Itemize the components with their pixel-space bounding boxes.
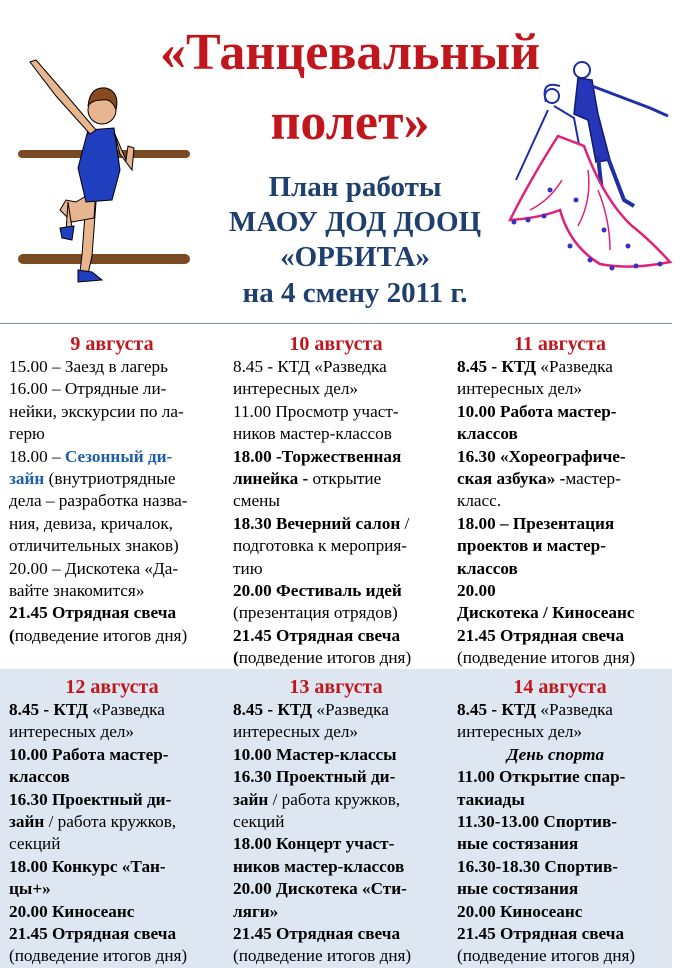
subtitle-line1: План работы [268,171,442,203]
schedule-line [9,490,224,512]
schedule-line [9,558,224,580]
schedule-text: подготовка к мероприя- [233,536,407,556]
schedule-line [9,901,224,923]
schedule-line [9,513,224,535]
schedule-text: «Разведка [312,700,389,719]
schedule-line [233,856,448,878]
day-cell [448,669,672,968]
schedule-text: дела – разработка назва- [9,491,188,511]
schedule-line [233,766,448,788]
schedule-text: 20.00 Фестиваль идей [233,581,402,601]
schedule-line [457,446,672,468]
schedule-line [457,602,672,624]
schedule-text: 11.00 Открытие спар- [457,767,626,787]
schedule-text: секций [9,834,61,854]
schedule-line [9,878,224,900]
schedule-text: интересных дел» [457,379,582,399]
schedule-line [457,789,672,811]
day-cell [224,669,448,968]
schedule-line [9,446,224,468]
schedule-text: 16.30 «Хореографиче- [457,446,626,466]
schedule-text: 16.00 – Отрядные ли- [9,379,167,399]
schedule-line [9,580,224,602]
schedule-text: Дискотека / Киносеанс [457,603,635,623]
schedule-line [233,878,448,900]
schedule-text: 20.00 – Дискотека «Да- [9,558,179,578]
schedule-text: / работа кружков, [44,812,177,832]
schedule-line [457,625,672,647]
schedule-text: 8.45 - КТД «Разведка [233,357,387,376]
schedule-text: зайн [233,789,269,809]
day-cell [448,324,672,669]
schedule-line [9,856,224,878]
schedule-text: открытие [308,469,382,489]
schedule-text: 10.00 Мастер-классы [233,744,397,764]
schedule-text: / работа кружков, [268,789,401,809]
schedule-line [233,699,448,721]
schedule-text: 11.30-13.00 Спортив- [457,812,618,832]
schedule-row-1 [0,323,672,670]
day-cell [0,669,224,968]
schedule-line [9,378,224,400]
schedule-line [233,721,448,743]
schedule-text: 8.45 - КТД [9,700,89,719]
schedule-text: ( [9,625,15,645]
schedule-text: зайн [9,812,45,832]
schedule-line [457,468,672,490]
schedule-text: подведение итогов дня) [238,648,412,668]
day-date: 13 августа [289,676,383,698]
schedule-text: (подведение итогов дня) [457,648,636,668]
schedule-line [457,490,672,512]
poster-title-line1: «Танцевальный [159,24,541,81]
schedule-text: интересных дел» [9,722,134,742]
schedule-line [9,535,224,557]
schedule-text: 15.00 – Заезд в лагерь [9,357,168,376]
schedule-line [457,856,672,878]
schedule-text: интересных дел» [457,722,582,742]
schedule-line [233,647,448,669]
schedule-line [457,833,672,855]
schedule-line [9,744,224,766]
schedule-text: ляги» [233,901,279,921]
schedule-text: 21.45 Отрядная свеча [457,924,625,944]
schedule-text: интересных дел» [233,379,358,399]
schedule-text: проектов и мастер- [457,536,606,556]
schedule-text: 18.00 Конкурс «Тан- [9,856,166,876]
schedule-text: подведение итогов дня) [14,625,188,645]
schedule-line [9,923,224,945]
schedule-text: 20.00 Дискотека «Сти- [233,879,407,899]
schedule-text: 16.30-18.30 Спортив- [457,856,618,876]
schedule-line [9,602,224,624]
day-date: 11 августа [513,333,607,355]
schedule-line [457,811,672,833]
schedule-text: 21.45 Отрядная свеча [233,924,401,944]
schedule-text: класс. [457,491,502,511]
schedule-text: 11.00 Просмотр участ- [233,401,399,421]
schedule-line [233,356,448,378]
schedule-line [457,878,672,900]
schedule-text: 21.45 Отрядная свеча [9,924,177,944]
schedule-line [233,833,448,855]
schedule-text: классов [457,558,518,578]
schedule-text: зайн [9,469,45,489]
schedule-line [233,602,448,624]
schedule-text: вайте знакомится» [9,581,145,601]
schedule-line [9,468,224,490]
schedule-line [457,356,672,378]
schedule-line [457,699,672,721]
schedule-text: мастер- [565,469,621,489]
schedule-text: «Разведка [88,700,165,719]
schedule-text: линейка - [233,469,309,489]
schedule-line [457,721,672,743]
schedule-text: нейки, экскурсии по ла- [9,401,184,421]
schedule-line [457,580,672,602]
schedule-text: цы+» [9,879,51,899]
schedule-line [233,558,448,580]
schedule-text: герю [9,424,45,444]
schedule-line [9,423,224,445]
poster-title-line2: полет» [270,94,430,151]
schedule-text: 10.00 Работа мастер- [9,744,169,764]
schedule-line [448,744,672,766]
schedule-text: 21.45 Отрядная свеча [233,625,401,645]
schedule-line [9,833,224,855]
schedule-line [457,923,672,945]
schedule-line [233,401,448,423]
schedule-line [233,625,448,647]
schedule-line [233,513,448,535]
schedule-text: ния, девиза, кричалок, [9,513,173,533]
schedule-text: «Разведка [536,357,613,376]
schedule-line [233,468,448,490]
day-cell [224,324,448,669]
schedule-text: отличительных знаков) [9,536,179,556]
schedule-text: 8.45 - КТД [457,357,537,376]
schedule-text: 8.45 - КТД [457,700,537,719]
day-date: 10 августа [289,333,383,355]
schedule-text: 16.30 Проектный ди- [233,767,396,787]
schedule-line [233,490,448,512]
schedule-line [233,811,448,833]
subtitle-line2: МАОУ ДОД ДООЦ [228,206,482,238]
schedule-line [233,446,448,468]
schedule-text: 18.00 – [9,446,65,466]
schedule-text: ные состязания [457,879,579,899]
schedule-line [457,423,672,445]
schedule-text: 18.00 -Торжественная [233,446,402,466]
schedule-line [233,945,448,967]
schedule-line [9,356,224,378]
schedule-text: (подведение итогов дня) [9,946,188,966]
subtitle-line4: на 4 смену 2011 г. [242,277,468,309]
schedule-text: 21.45 Отрядная свеча [457,625,625,645]
schedule-text: ( [233,648,239,668]
schedule-text: (презентация отрядов) [233,603,398,623]
schedule-text: 20.00 [457,581,496,601]
schedule-text: тию [233,558,263,578]
schedule-line [233,923,448,945]
schedule-text: (подведение итогов дня) [233,946,412,966]
schedule-text: 20.00 Киносеанс [9,901,135,921]
schedule-text: 16.30 Проектный ди- [9,789,172,809]
schedule-line [457,401,672,423]
schedule-text: 8.45 - КТД [233,700,313,719]
schedule-line [9,811,224,833]
schedule-line [457,378,672,400]
schedule-line [457,558,672,580]
day-date: 14 августа [513,676,607,698]
day-date: 12 августа [65,676,159,698]
schedule-text: секций [233,812,285,832]
schedule-line [9,945,224,967]
schedule-text: 20.00 Киносеанс [457,901,583,921]
schedule-text: классов [9,767,70,787]
schedule-line [233,901,448,923]
schedule-line [233,535,448,557]
schedule-text: ская азбука» - [457,469,566,489]
schedule-text: «Разведка [536,700,613,719]
schedule-line [457,513,672,535]
schedule-line [457,535,672,557]
schedule-line [9,401,224,423]
schedule-line [233,423,448,445]
schedule-line [233,378,448,400]
schedule-line [9,721,224,743]
schedule-text: ные состязания [457,834,579,854]
day-date: 9 августа [70,333,154,355]
schedule-text: Сезонный ди- [64,446,173,466]
schedule-text: классов [457,424,518,444]
schedule-row-2 [0,669,672,968]
schedule-line [457,647,672,669]
schedule-text: / [400,513,410,533]
schedule-text: смены [233,491,280,511]
schedule-text: ников мастер-классов [233,424,392,444]
schedule-line [457,766,672,788]
schedule-text: 18.00 Концерт участ- [233,834,395,854]
schedule-line [457,901,672,923]
schedule-line [233,744,448,766]
schedule-line [233,580,448,602]
day-cell [0,324,224,669]
schedule-text: ников мастер-классов [233,856,405,876]
schedule-line [9,789,224,811]
schedule-line [9,766,224,788]
schedule-line [457,945,672,967]
schedule-text: интересных дел» [233,722,358,742]
schedule-text: День спорта [506,744,605,764]
schedule-text: (подведение итогов дня) [457,946,636,966]
schedule-text: 18.30 Вечерний салон [233,513,401,533]
schedule-line [9,625,224,647]
ballroom-dancers-illustration [500,50,690,290]
schedule-text: 10.00 Работа мастер- [457,401,617,421]
schedule-line [9,699,224,721]
subtitle-line3: «ОРБИТА» [280,241,430,273]
schedule-text: (внутриотрядные [44,469,176,489]
schedule-text: 18.00 – Презентация [457,513,615,533]
schedule-text: 21.45 Отрядная свеча [9,603,177,623]
schedule-line [233,789,448,811]
ballerina-illustration [16,50,194,290]
schedule-text: такиады [457,789,525,809]
